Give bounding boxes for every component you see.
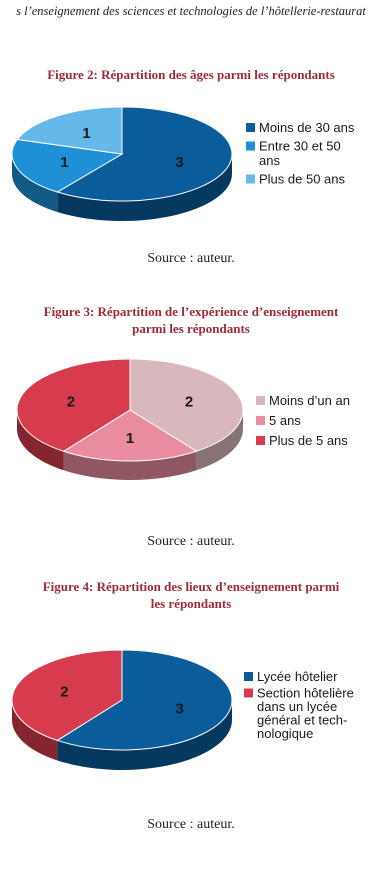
legend-swatch-lycee-hotelier — [244, 672, 253, 681]
legend-label-section-hoteliere-dans-un-lycee-general-et-technologique: nologique — [257, 726, 314, 741]
figure-4-source: Source : auteur. — [147, 817, 235, 832]
running-head: s l’enseignement des sciences et technologies de l’hôtellerie-restaurat — [16, 4, 366, 18]
figure-4-title-line-1: Figure 4: Répartition des lieux d’enseignement parmi — [42, 579, 340, 594]
pie-value-label-section-hoteliere-dans-un-lycee-general-et-technologique: 2 — [60, 683, 69, 701]
figure-3-pie-chart — [0, 355, 382, 495]
pie-value-label-5-ans: 1 — [125, 430, 135, 448]
figure-3-title-line-1: Figure 3: Répartition de l’expérience d’enseignement — [43, 304, 339, 319]
legend-label-section-hoteliere-dans-un-lycee-general-et-technologique: Section hôtelière — [257, 685, 354, 701]
figure-4-title — [12, 578, 370, 612]
legend-label-entre-30-et-50-ans: ans — [259, 153, 280, 168]
legend-swatch-plus-de-50-ans — [246, 175, 255, 184]
pie-value-label-entre-30-et-50-ans: 1 — [60, 153, 69, 171]
figure-2-pie-chart — [0, 104, 382, 234]
legend-swatch-moins-de-30-ans — [246, 123, 255, 132]
legend-label-plus-de-50-ans: Plus de 50 ans — [259, 171, 346, 187]
legend-label-section-hoteliere-dans-un-lycee-general-et-technologique: dans un lycée — [257, 699, 338, 714]
pie-value-label-lycee-hotelier: 3 — [175, 700, 184, 718]
figure-3-source: Source : auteur. — [147, 534, 235, 549]
figure-2-title: Figure 2: Répartition des âges parmi les répondants — [47, 67, 335, 82]
legend-swatch-5-ans — [256, 416, 265, 425]
figure-4-title-line-2: les répondants — [150, 596, 232, 611]
legend-label-moins-de-30-ans: Moins de 30 ans — [259, 120, 355, 135]
pie-value-label-plus-de-5-ans: 2 — [66, 393, 76, 411]
figure-3-title — [12, 303, 370, 337]
figure-3-title-line-2: parmi les répondants — [132, 321, 250, 336]
legend-label-entre-30-et-50-ans: Entre 30 et 50 — [259, 138, 341, 154]
pie-value-label-plus-de-50-ans: 1 — [82, 125, 91, 143]
legend-swatch-section-hoteliere-dans-un-lycee-general-et-technologique — [244, 689, 253, 698]
legend-label-lycee-hotelier: Lycée hôtelier — [257, 669, 338, 684]
legend-label-moins-d-un-an: Moins d’un an — [269, 393, 350, 408]
pie-value-label-moins-d-un-an: 2 — [184, 393, 194, 411]
figure-2-source: Source : auteur. — [147, 251, 235, 266]
legend-label-section-hoteliere-dans-un-lycee-general-et-technologique: général et tech- — [257, 712, 348, 728]
legend-label-5-ans: 5 ans — [269, 413, 301, 428]
pie-value-label-moins-de-30-ans: 3 — [175, 153, 184, 171]
legend-swatch-entre-30-et-50-ans — [246, 142, 255, 151]
legend-label-plus-de-5-ans: Plus de 5 ans — [269, 433, 348, 448]
legend-swatch-plus-de-5-ans — [256, 436, 265, 445]
legend-swatch-moins-d-un-an — [256, 396, 265, 405]
figure-4-pie-chart — [0, 640, 382, 790]
